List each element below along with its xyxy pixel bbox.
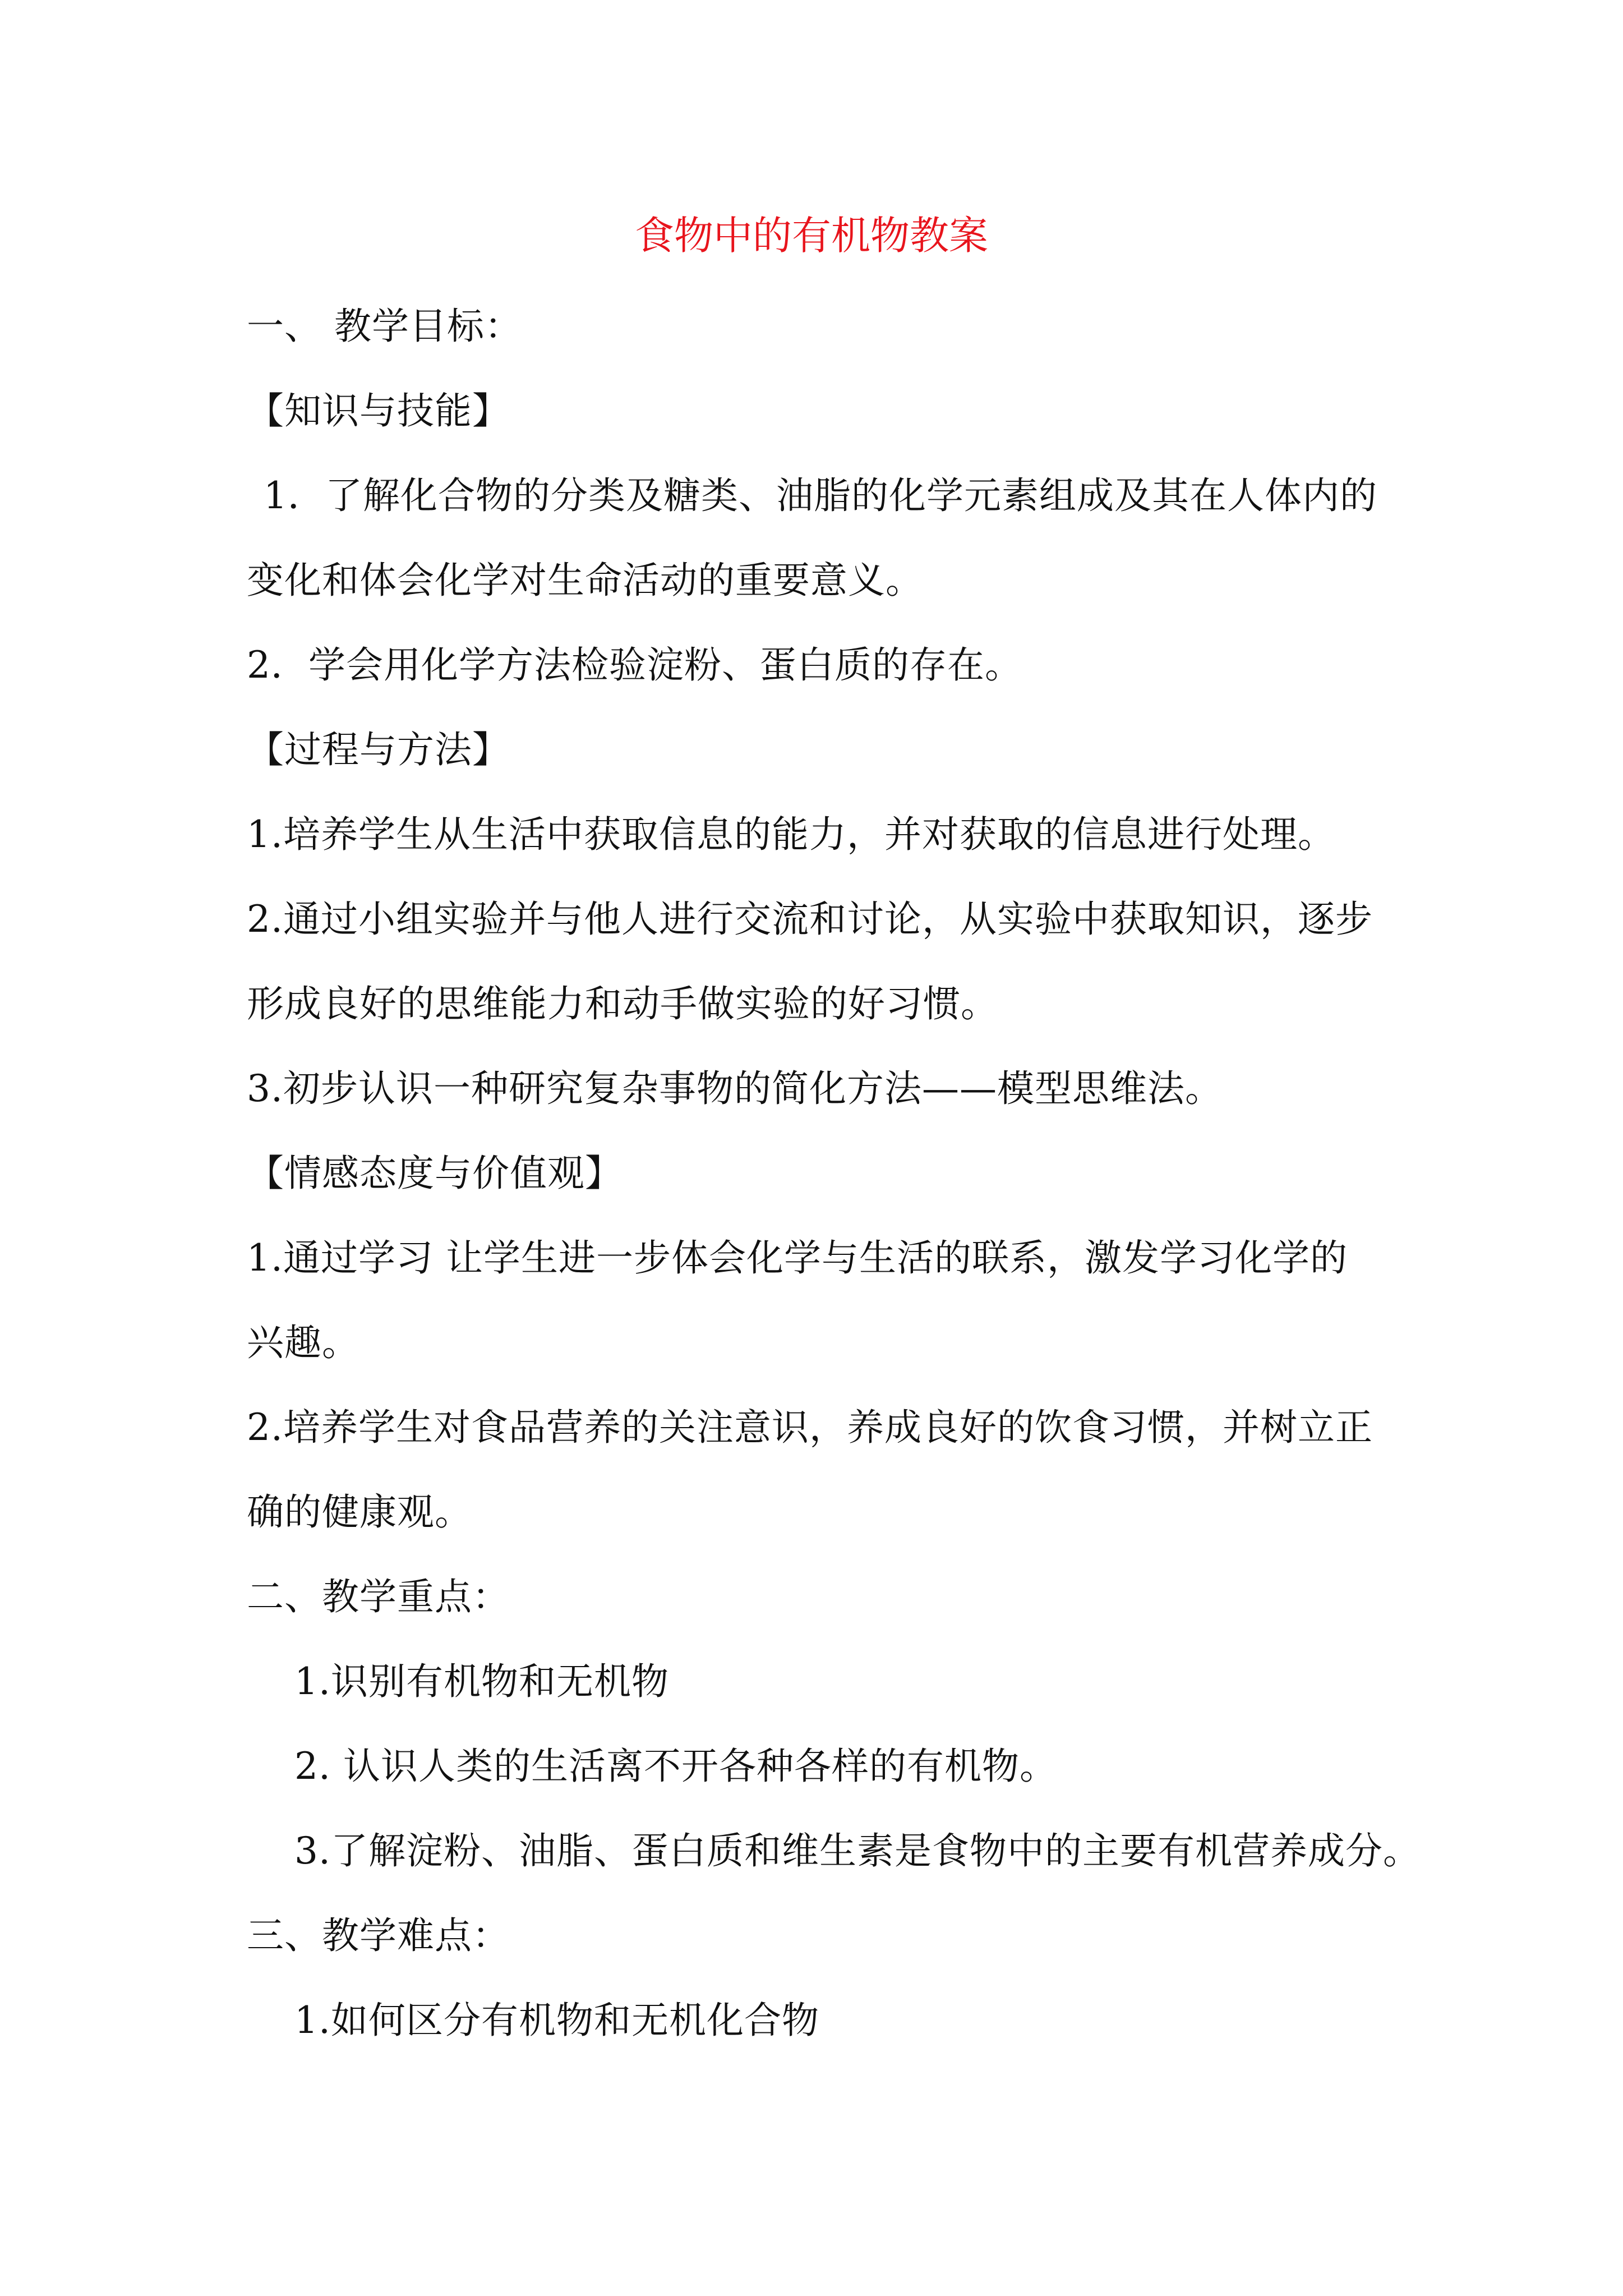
paragraph-line: 2．学会用化学方法检验淀粉、蛋白质的存在。 <box>247 643 1022 687</box>
paragraph-line: 2.通过小组实验并与他人进行交流和讨论，从实验中获取知识，逐步 <box>247 898 1373 941</box>
paragraph-line: 3.初步认识一种研究复杂事物的简化方法——模型思维法。 <box>247 1067 1223 1110</box>
list-item: 1.识别有机物和无机物 <box>294 1660 669 1703</box>
subheading-knowledge-skills: 【知识与技能】 <box>247 389 510 432</box>
section-heading-key-points: 二、教学重点： <box>247 1575 510 1618</box>
paragraph-line: 2.培养学生对食品营养的关注意识，养成良好的饮食习惯，并树立正 <box>247 1406 1373 1449</box>
list-item: 2. 认识人类的生活离不开各种各样的有机物。 <box>294 1745 1057 1788</box>
section-heading-difficulties: 三、教学难点： <box>247 1914 510 1957</box>
list-item: 3.了解淀粉、油脂、蛋白质和维生素是食物中的主要有机营养成分。 <box>294 1829 1421 1872</box>
document-title: 食物中的有机物教案 <box>635 213 988 259</box>
paragraph-line: 1．了解化合物的分类及糖类、油脂的化学元素组成及其在人体内的 <box>264 474 1377 517</box>
paragraph-line: 确的健康观。 <box>247 1490 472 1534</box>
subheading-emotion-values: 【情感态度与价值观】 <box>247 1152 623 1195</box>
paragraph-line: 变化和体会化学对生命活动的重要意义。 <box>247 559 923 602</box>
paragraph-line: 兴趣。 <box>247 1321 359 1364</box>
section-heading-objectives: 一、 教学目标： <box>247 305 522 348</box>
list-item: 1.如何区分有机物和无机化合物 <box>294 1999 819 2042</box>
subheading-process-method: 【过程与方法】 <box>247 728 510 771</box>
paragraph-line: 1.培养学生从生活中获取信息的能力，并对获取的信息进行处理。 <box>247 813 1335 856</box>
paragraph-line: 1.通过学习 让学生进一步体会化学与生活的联系，激发学习化学的 <box>247 1236 1348 1280</box>
paragraph-line: 形成良好的思维能力和动手做实验的好习惯。 <box>247 982 998 1025</box>
